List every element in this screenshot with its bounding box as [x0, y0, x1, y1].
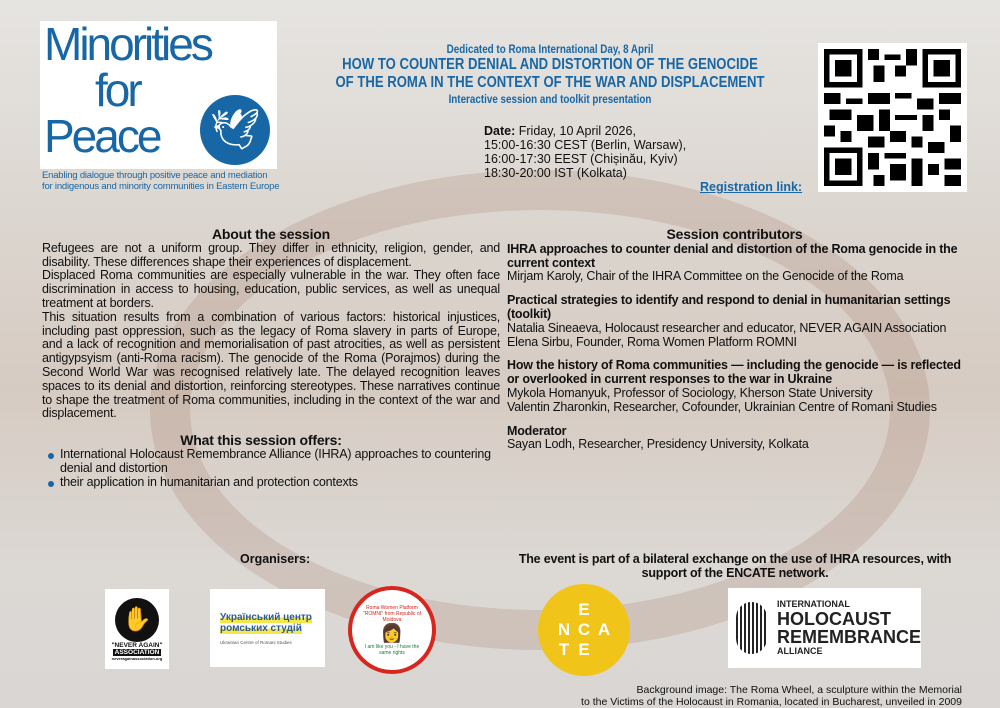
about-section — [42, 228, 500, 489]
ihra-text — [777, 599, 921, 657]
dedication: Dedicated to Roma International Day, 8 April — [446, 42, 654, 56]
group-title: Practical strategies to identify and respond to denial in humanitarian settings (toolkit) — [507, 293, 951, 321]
logo-text: neveragainassociation.org — [111, 655, 163, 661]
dove-icon: 🕊 — [200, 95, 270, 165]
logo-text: Український центр — [220, 611, 312, 623]
group-title: Moderator — [507, 423, 567, 438]
logo-text: Minorities — [44, 21, 211, 70]
logo-text: INTERNATIONAL — [777, 599, 850, 609]
logo-letter: C — [577, 620, 591, 639]
never-again-logo — [105, 589, 169, 669]
women-icon: 👩 — [380, 622, 404, 643]
encate-logo — [538, 584, 630, 676]
section-heading: Session contributors — [666, 226, 803, 242]
section-heading: About the session — [212, 226, 330, 242]
contributor: Valentin Zharonkin, Researcher, Cofounder, Ukrainian Centre of Romani Studies — [507, 399, 937, 414]
logo-tagline — [42, 170, 279, 192]
paragraph: Refugees are not a uniform group. They differ in ethnicity, religion, gender, and disability. These differences shape their experiences of displacement. — [42, 240, 500, 269]
event-date — [484, 124, 686, 180]
contributor: Natalia Sineaeva, Holocaust researcher and educator, NEVER AGAIN Association — [507, 320, 947, 335]
section-heading: What this session offers: — [180, 432, 342, 449]
logo-letter: A — [597, 620, 611, 639]
group-title: How the history of Roma communities — including the genocide — is reflected or overlooked in current responses to the war in Ukraine — [507, 358, 961, 387]
caption-line: Background image: The Roma Wheel, a sculpture within the Memorial — [636, 684, 962, 696]
logo-text: HOLOCAUST — [777, 609, 891, 629]
contributor: Sayan Lodh, Researcher, Presidency University, Kolkata — [507, 437, 809, 452]
logo-text: ALLIANCE — [777, 646, 823, 656]
contributors-section — [507, 228, 962, 462]
logo-text: Peace — [44, 110, 160, 162]
event-title: OF THE ROMA IN THE CONTEXT OF THE WAR AND DISPLACEMENT — [335, 74, 765, 91]
registration-link[interactable]: Registration link: — [700, 180, 803, 194]
tagline-line: Enabling dialogue through positive peace and mediation — [42, 170, 268, 181]
logo-text: ромських студій — [220, 622, 302, 634]
globe-icon — [736, 602, 767, 654]
contributor: Elena Sirbu, Founder, Roma Women Platform ROMNI — [507, 334, 797, 349]
ukrainian-centre-logo — [210, 589, 325, 667]
logo-letter: E — [578, 640, 590, 659]
paragraph: Displaced Roma communities are especially vulnerable in the war. They often face discrimination in access to housing, education, public services, as well as unequal treatment at borders. — [42, 268, 500, 310]
hand-icon: ✋ — [115, 598, 159, 642]
contributor-group — [507, 425, 962, 453]
logo-letter: N — [557, 620, 571, 639]
offers-list — [42, 448, 500, 489]
ihra-logo — [728, 588, 921, 668]
time-slot: 15:00-16:30 CEST (Berlin, Warsaw), — [484, 138, 687, 152]
logo-text: REMEMBRANCE — [777, 627, 921, 647]
logo-letter: T — [558, 640, 570, 659]
date-value: Friday, 10 April 2026, — [515, 124, 636, 138]
logo-text: I am like you - I have the same rights — [364, 643, 420, 656]
contributor-group — [507, 294, 962, 349]
minorities-for-peace-logo — [40, 21, 277, 169]
list-item: International Holocaust Remembrance Alliance (IHRA) approaches to countering denial and distortion — [42, 448, 500, 476]
time-slot: 16:00-17:30 EEST (Chișinău, Kyiv) — [484, 152, 678, 166]
tagline-line: for indigenous and minority communities in Eastern Europe — [42, 181, 280, 192]
organisers-heading: Organisers: — [240, 552, 311, 566]
logo-text: "NEVER AGAIN" — [111, 641, 163, 649]
contributor: Mykola Homanyuk, Professor of Sociology, Kherson State University — [507, 385, 873, 400]
logo-letter: E — [578, 600, 590, 619]
contributor-group — [507, 243, 962, 284]
event-header — [280, 42, 820, 106]
event-note: The event is part of a bilateral exchange on the use of IHRA resources, with support of the ENCATE network. — [518, 552, 952, 580]
contributor-group — [507, 359, 962, 414]
caption-line: to the Victims of the Holocaust in Romania, located in Bucharest, unveiled in 2009 — [581, 696, 962, 708]
event-subtitle: Interactive session and toolkit presentation — [448, 92, 652, 106]
logo-text: for — [95, 64, 140, 116]
date-label: Date: — [484, 124, 516, 138]
qr-code-icon — [824, 49, 961, 186]
event-title: HOW TO COUNTER DENIAL AND DISTORTION OF THE GENOCIDE — [342, 56, 758, 73]
logo-text: Ukrainian Centre of Romani Studies — [220, 639, 292, 645]
romni-logo — [348, 586, 436, 674]
logo-text: ASSOCIATION — [114, 648, 160, 656]
registration-qr-code[interactable] — [818, 43, 967, 192]
paragraph: This situation results from a combination of various factors: historical injustices, including past oppression, such as the legacy of Roma slavery in parts of Europe, and a lack of recognition and memorialisation of past atrocities, as well as persistent antigypsyism (anti-Roma racism). The genocide of the Roma (Porajmos) during the Second World War was recognised relatively late. The delayed recognition leaves spaces to its denial and distortion, reinforcing stereotypes. These narratives continue to shape the treatment of Roma communities, including in the context of the war and displacement. — [42, 309, 500, 421]
list-item: their application in humanitarian and protection contexts — [42, 476, 500, 490]
group-title: IHRA approaches to counter denial and distortion of the Roma genocide in the current context — [507, 241, 958, 270]
time-slot: 18:30-20:00 IST (Kolkata) — [484, 166, 627, 180]
logo-text: Roma Women Platform "ROMNI" from Republic of Moldova — [362, 604, 421, 623]
background-caption — [581, 684, 962, 708]
contributor: Mirjam Karoly, Chair of the IHRA Committee on the Genocide of the Roma — [507, 269, 904, 284]
